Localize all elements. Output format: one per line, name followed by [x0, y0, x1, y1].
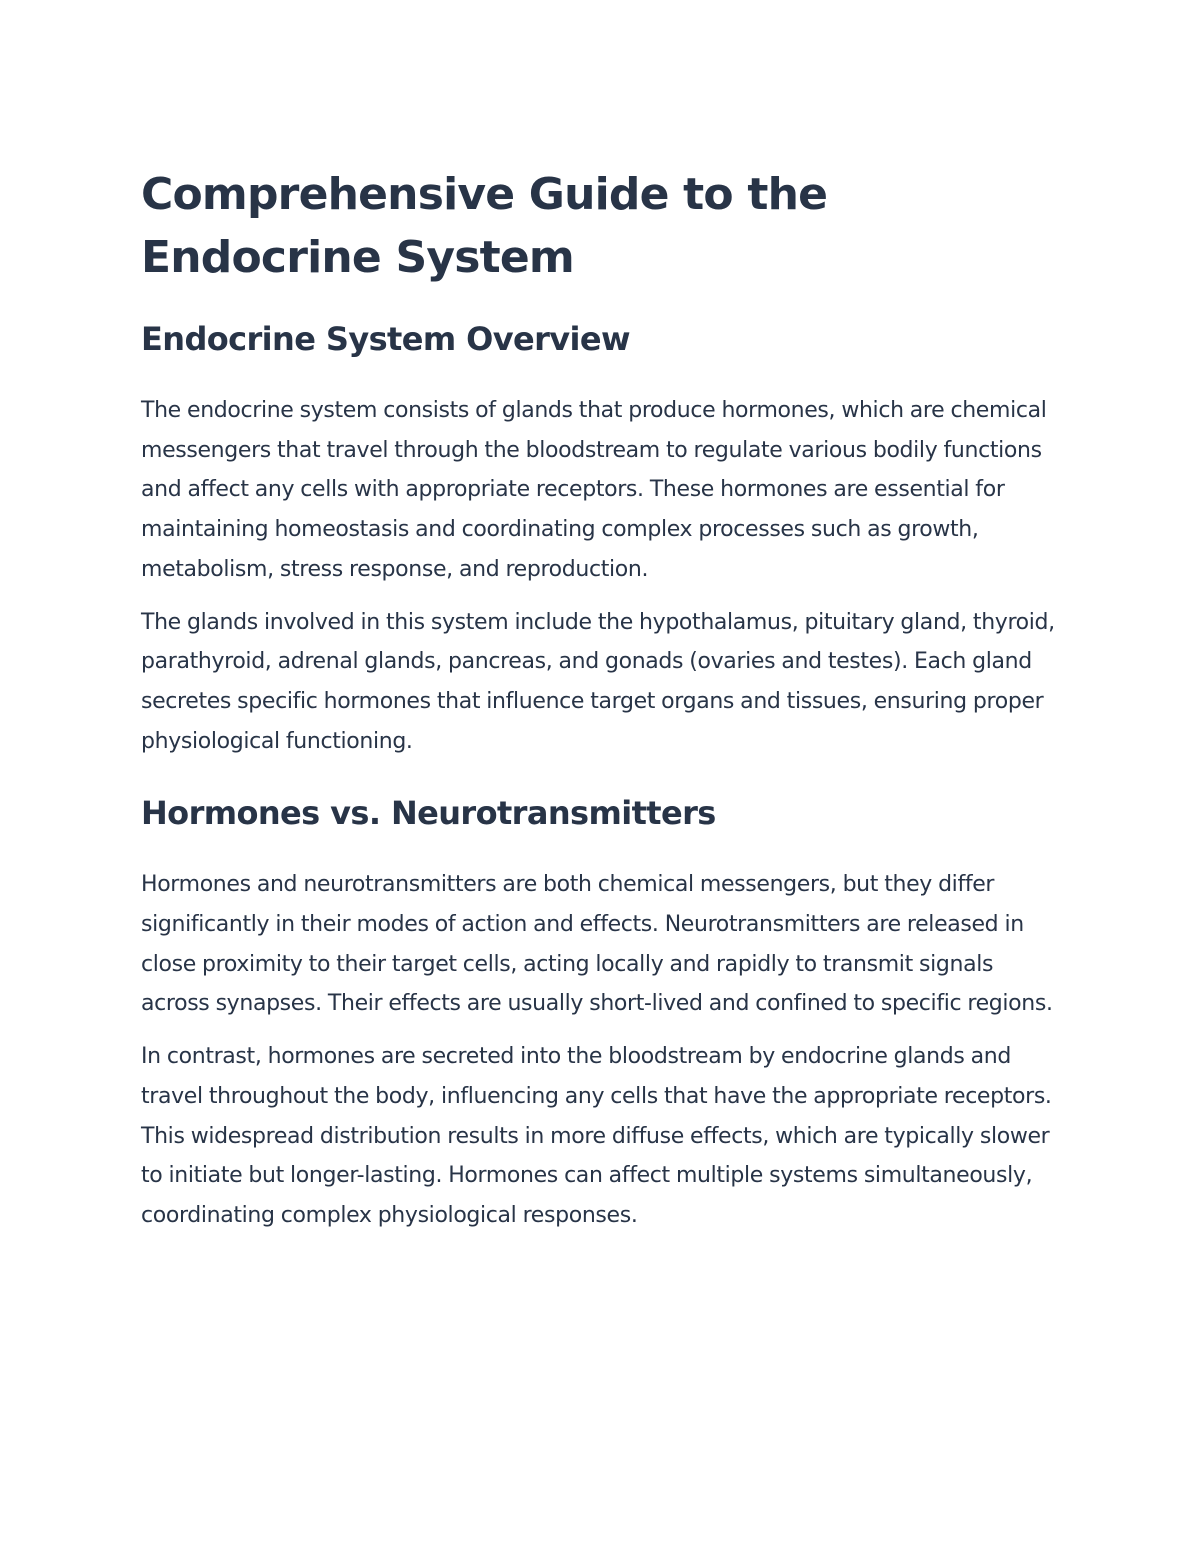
paragraph-overview-2: The glands involved in this system include the hypothalamus, pituitary gland, thyroid, parathyroid, adrenal glands, pancreas, and gonads (ovaries and testes). Each gland secretes specific hormones that influence target organs and tissues, ensuring proper physiological functioning.: [141, 609, 1055, 754]
section-hormones-vs-neurotransmitters: [141, 791, 1060, 1235]
section-endocrine-overview: [141, 317, 1060, 761]
section-heading-hormones: Hormones vs. Neurotransmitters: [141, 794, 716, 833]
paragraph-overview-1: The endocrine system consists of glands that produce hormones, which are chemical messengers that travel through the bloodstream to regulate various bodily functions and affect any cells with appropriate receptors. These hormones are essential for maintaining homeostasis and coordinating complex processes such as growth, metabolism, stress response, and reproduction.: [141, 398, 1047, 582]
document-title: Comprehensive Guide to the Endocrine System: [141, 169, 828, 283]
section-heading-overview: Endocrine System Overview: [141, 320, 630, 358]
paragraph-hormones-2: In contrast, hormones are secreted into the bloodstream by endocrine glands and travel throughout the body, influencing any cells that have the appropriate receptors. This widespread distribution results in more diffuse effects, which are typically slower to initiate but longer-lasting. Hormones can affect multiple systems simultaneously, coordinating complex physiological responses.: [141, 1044, 1052, 1228]
paragraph-hormones-1: Hormones and neurotransmitters are both chemical messengers, but they differ significantly in their modes of action and effects. Neurotransmitters are released in close proximity to their target cells, acting locally and rapidly to transmit signals across synapses. Their effects are usually short-lived and confined to specific regions.: [141, 872, 1053, 1017]
